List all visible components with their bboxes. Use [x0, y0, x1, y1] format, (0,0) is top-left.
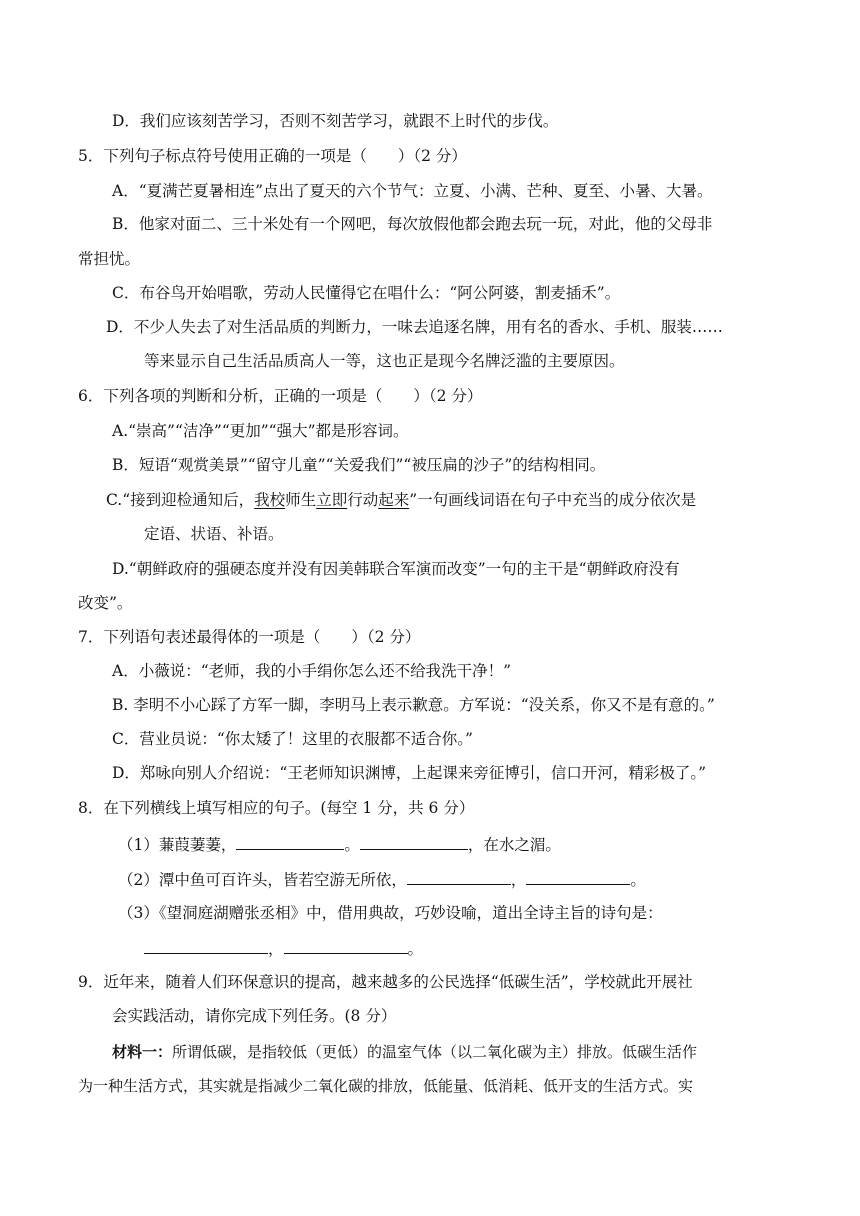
q8-item-1 [118, 832, 561, 856]
q6-option-d-line1: D.“朝鲜政府的强硬态度并没有因美韩联合军演而改变”一句的主干是“朝鲜政府没有 [112, 560, 680, 578]
q6-option-c-line2: 定语、状语、补语。 [144, 525, 284, 543]
q7-option-b: B. 李明不小心踩了方军一脚，李明马上表示歉意。方军说：“没关系，你又不是有意的。” [112, 696, 715, 714]
q5-option-d-line1: D．不少人失去了对生活品质的判断力，一味去追逐名牌，用有名的香水、手机、服装…… [106, 318, 723, 336]
q6-option-a: A.“崇高”“洁净”“更加”“强大”都是形容词。 [112, 422, 409, 440]
q8-1-sep: 。 [344, 836, 360, 854]
q8-3-blank-1[interactable] [144, 936, 268, 954]
question-7: 7．下列语句表述最得体的一项是（ ）（2 分） [78, 628, 421, 646]
q8-2-blank-2[interactable] [526, 867, 630, 885]
q6-option-b: B．短语“观赏美景”“留守儿童”“关爱我们”“被压扁的沙子”的结构相同。 [112, 456, 606, 474]
q5-option-b-line1: B．他家对面二、三十米处有一个网吧，每次放假他都会跑去玩一玩，对此，他的父母非 [112, 215, 713, 233]
material-1-line1 [112, 1041, 697, 1063]
q8-2-text: （2）潭中鱼可百许头，皆若空游无所依， [118, 871, 407, 889]
q8-2-sep: ， [510, 871, 527, 889]
q6c-underlined-3: 起来 [378, 491, 410, 509]
question-9-line2: 会实践活动，请你完成下列任务。(8 分） [112, 1007, 397, 1025]
q6c-text-post: ”一句画线词语在句子中充当的成分依次是 [409, 491, 697, 509]
q5-option-b-line2: 常担忧。 [78, 250, 141, 268]
q8-3-sep: ， [268, 940, 284, 958]
q6c-underlined-1: 我校 [254, 491, 286, 509]
material-1-label: 材料一： [112, 1043, 173, 1061]
q8-item-3: （3）《望洞庭湖赠张丞相》中，借用典故，巧妙设喻，道出全诗主旨的诗句是： [118, 904, 663, 922]
material-1-line2: 为一种生活方式，其实就是指减少二氧化碳的排放，低能量、低消耗、低开支的生活方式。实 [78, 1077, 694, 1095]
question-5: 5．下列句子标点符号使用正确的一项是（ ）（2 分） [78, 147, 467, 165]
q8-item-2 [118, 867, 646, 891]
q8-3-text-end: 。 [407, 940, 424, 958]
q5-option-d-line2: 等来显示自己生活品质高人一等，这也正是现今名牌泛滥的主要原因。 [144, 352, 625, 370]
q4-option-d: D．我们应该刻苦学习，否则不刻苦学习，就跟不上时代的步伐。 [112, 112, 559, 130]
q5-option-c: C．布谷鸟开始唱歌，劳动人民懂得它在唱什么：“阿公阿婆，割麦插禾”。 [112, 284, 621, 302]
q6c-text-pre: C.“接到迎检通知后， [106, 491, 255, 509]
q6c-text-mid2: 行动 [347, 491, 379, 509]
q7-option-d: D．郑咏向别人介绍说：“王老师知识渊博，上起课来旁征博引，信口开河，精彩极了。” [112, 764, 707, 782]
question-8: 8．在下列横线上填写相应的句子。(每空 1 分，共 6 分） [78, 799, 475, 817]
q8-1-text: （1）蒹葭萋萋， [118, 836, 237, 854]
q5-option-a: A．“夏满芒夏暑相连”点出了夏天的六个节气：立夏、小满、芒种、夏至、小暑、大暑。 [112, 182, 713, 200]
q6c-underlined-2: 立即 [316, 491, 348, 509]
q8-2-text-end: 。 [630, 871, 646, 889]
q8-1-blank-1[interactable] [236, 832, 344, 850]
q7-option-a: A．小薇说：“老师，我的小手绢你怎么还不给我洗干净！” [112, 662, 512, 680]
q8-2-blank-1[interactable] [407, 867, 511, 885]
q8-1-blank-2[interactable] [360, 832, 468, 850]
q8-1-text-end: ，在水之湄。 [467, 836, 561, 854]
q7-option-c: C．营业员说：“你太矮了！这里的衣服都不适合你。” [112, 730, 473, 748]
question-9-line1: 9．近年来，随着人们环保意识的提高，越来越多的公民选择“低碳生活”，学校就此开展社 [78, 973, 693, 991]
q8-item-3-blanks [144, 936, 423, 960]
q8-3-blank-2[interactable] [284, 936, 408, 954]
q6c-text-mid1: 师生 [285, 491, 317, 509]
question-6: 6．下列各项的判断和分析，正确的一项是（ ）（2 分） [78, 387, 483, 405]
material-1-text-1: 所谓低碳，是指较低（更低）的温室气体（以二氧化碳为主）排放。低碳生活作 [172, 1043, 698, 1061]
q6-option-d-line2: 改变”。 [78, 594, 133, 612]
q6-option-c-line1 [106, 489, 696, 511]
